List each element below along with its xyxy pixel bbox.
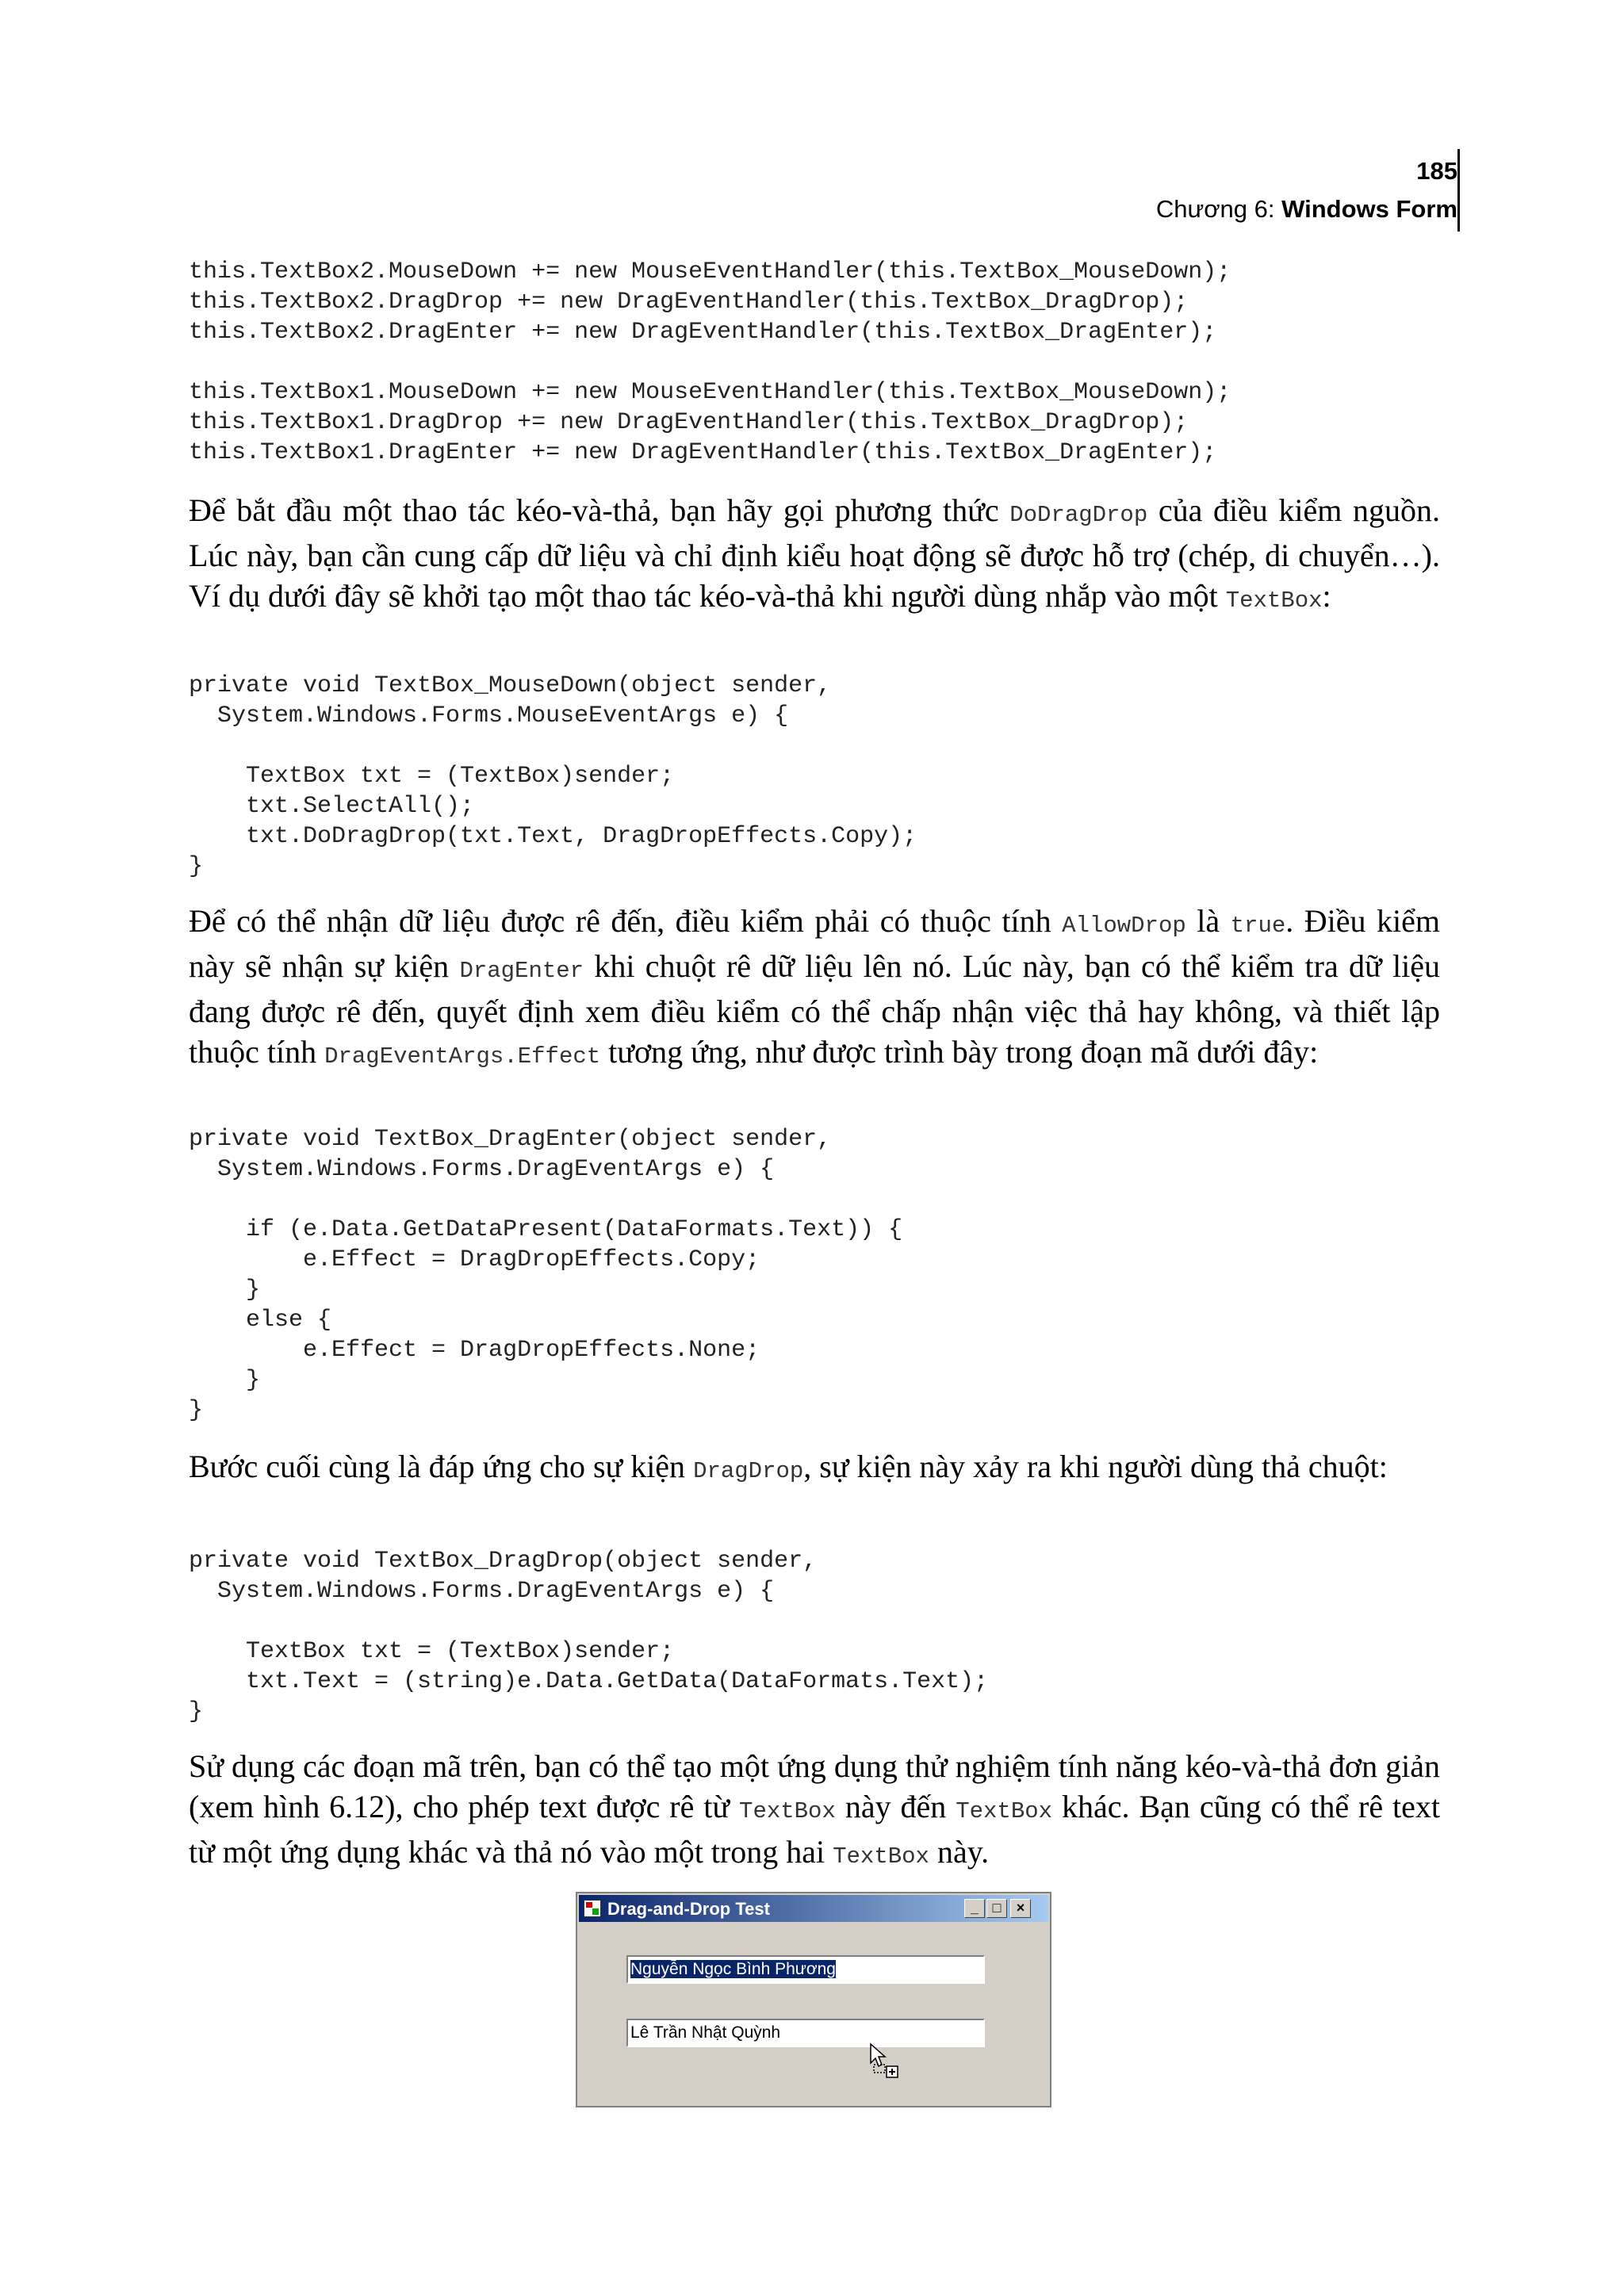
para-text: của điều kiểm nguồn. Lúc này, bạn cần cung cấp dữ liệu và chỉ định kiểu hoạt động sẽ được hỗ trợ (chép, di chuyển…). Ví dụ dưới đây sẽ khởi tạo một thao tác kéo-và-thả khi người dùng nhắp vào một [189,492,1440,614]
para-text: , sự kiện này xảy ra khi người dùng thả chuột: [803,1449,1388,1484]
inline-code: TextBox [833,1843,929,1870]
header-rule [1457,149,1460,232]
paragraph-dragdrop [189,1446,1440,1491]
para-text: tương ứng, như được trình bày trong đoạn mã dưới đây: [600,1034,1319,1070]
para-text: Bước cuối cùng là đáp ứng cho sự kiện [189,1449,694,1484]
inline-code: TextBox [1225,588,1323,614]
maximize-button[interactable]: □ [986,1899,1007,1918]
page-header [1156,152,1457,228]
paragraph-allowdrop [189,901,1440,1077]
para-text: . Điều kiểm này sẽ nhận sự kiện [189,903,1441,984]
drag-copy-cursor-icon [869,2042,901,2081]
app-icon [584,1900,601,1917]
para-text: khi chuột rê dữ liệu lên nó. Lúc này, bạn có thể kiểm tra dữ liệu đang được rê đến, quyết định xem điều kiểm có thể chấp nhận việc thả hay không, và thiết lập thuộc tính [189,948,1440,1070]
inline-code: DoDragDrop [1009,502,1148,528]
window-titlebar[interactable] [579,1895,1048,1922]
window-title: Drag-and-Drop Test [607,1899,770,1919]
para-text: là [1185,903,1231,939]
close-button[interactable]: × [1010,1899,1031,1918]
inline-code: TextBox [956,1798,1053,1824]
inline-code: true [1230,913,1286,939]
para-text: Để có thể nhận dữ liệu được rê đến, điều kiểm phải có thuộc tính [189,903,1063,939]
textbox-1-selected-text: Nguyễn Ngọc Bình Phương [630,1960,836,1978]
textbox-2-text: Lê Trần Nhật Quỳnh [630,2023,781,2042]
inline-code: DragEventArgs.Effect [324,1043,601,1070]
code-block-mousedown: private void TextBox_MouseDown(object sender, System.Windows.Forms.MouseEventArgs e) { TextBox txt = (TextBox)sender; txt.SelectAll(); txt.DoDragDrop(txt.Text, DragDropEffects.Copy); } [189,672,917,880]
paragraph-summary [189,1746,1440,1877]
para-text: Để bắt đầu một thao tác kéo-và-thả, bạn hãy gọi phương thức [189,492,1010,528]
page-number: 185 [1416,157,1457,185]
para-text: này đến [835,1789,956,1824]
para-text: khác. Bạn cũng có thể rê text từ một ứng dụng khác và thả nó vào một trong hai [189,1789,1441,1870]
inline-code: DragDrop [693,1458,804,1484]
minimize-button[interactable]: _ [964,1899,985,1918]
textbox-1[interactable] [626,1955,985,1984]
code-block-dragdrop-handler: private void TextBox_DragDrop(object sender, System.Windows.Forms.DragEventArgs e) { TextBox txt = (TextBox)sender; txt.Text = (string)e.Data.GetData(DataFormats.Text); } [189,1548,989,1725]
code-block-dragenter: private void TextBox_DragEnter(object sender, System.Windows.Forms.DragEventArgs e) { if (e.Data.GetDataPresent(DataFormats.Text)) { e.Effect = DragDropEffects.Copy; } else { e.Effect = DragDropEffects.None; } } [189,1126,903,1424]
para-text: : [1322,578,1331,614]
chapter-title: Windows Form [1281,195,1457,223]
drag-drop-test-window [576,1892,1051,2107]
code-block-event-registration: this.TextBox2.MouseDown += new MouseEventHandler(this.TextBox_MouseDown); this.TextBox2.DragDrop += new DragEventHandler(this.TextBox_DragDrop); this.TextBox2.DragEnter += new DragEventHandler(this.TextBox_DragEnter); this.TextBox1.MouseDown += new MouseEventHandler(this.TextBox_MouseDown); this.TextBox1.DragDrop += new DragEventHandler(this.TextBox_DragDrop); this.TextBox1.DragEnter += new DragEventHandler(this.TextBox_DragEnter); [189,258,1231,466]
chapter-prefix: Chương 6: [1155,195,1282,223]
inline-code: TextBox [739,1798,836,1824]
inline-code: DragEnter [459,958,584,984]
inline-code: AllowDrop [1062,913,1186,939]
chapter-heading [1156,190,1457,228]
textbox-2[interactable] [626,2019,985,2047]
paragraph-dodragdrop [189,490,1440,621]
para-text: này. [929,1834,990,1870]
para-text: Sử dụng các đoạn mã trên, bạn có thể tạo một ứng dụng thử nghiệm tính năng kéo-và-thả đơn giản (xem hình 6.12), cho phép text được rê từ [189,1748,1440,1824]
